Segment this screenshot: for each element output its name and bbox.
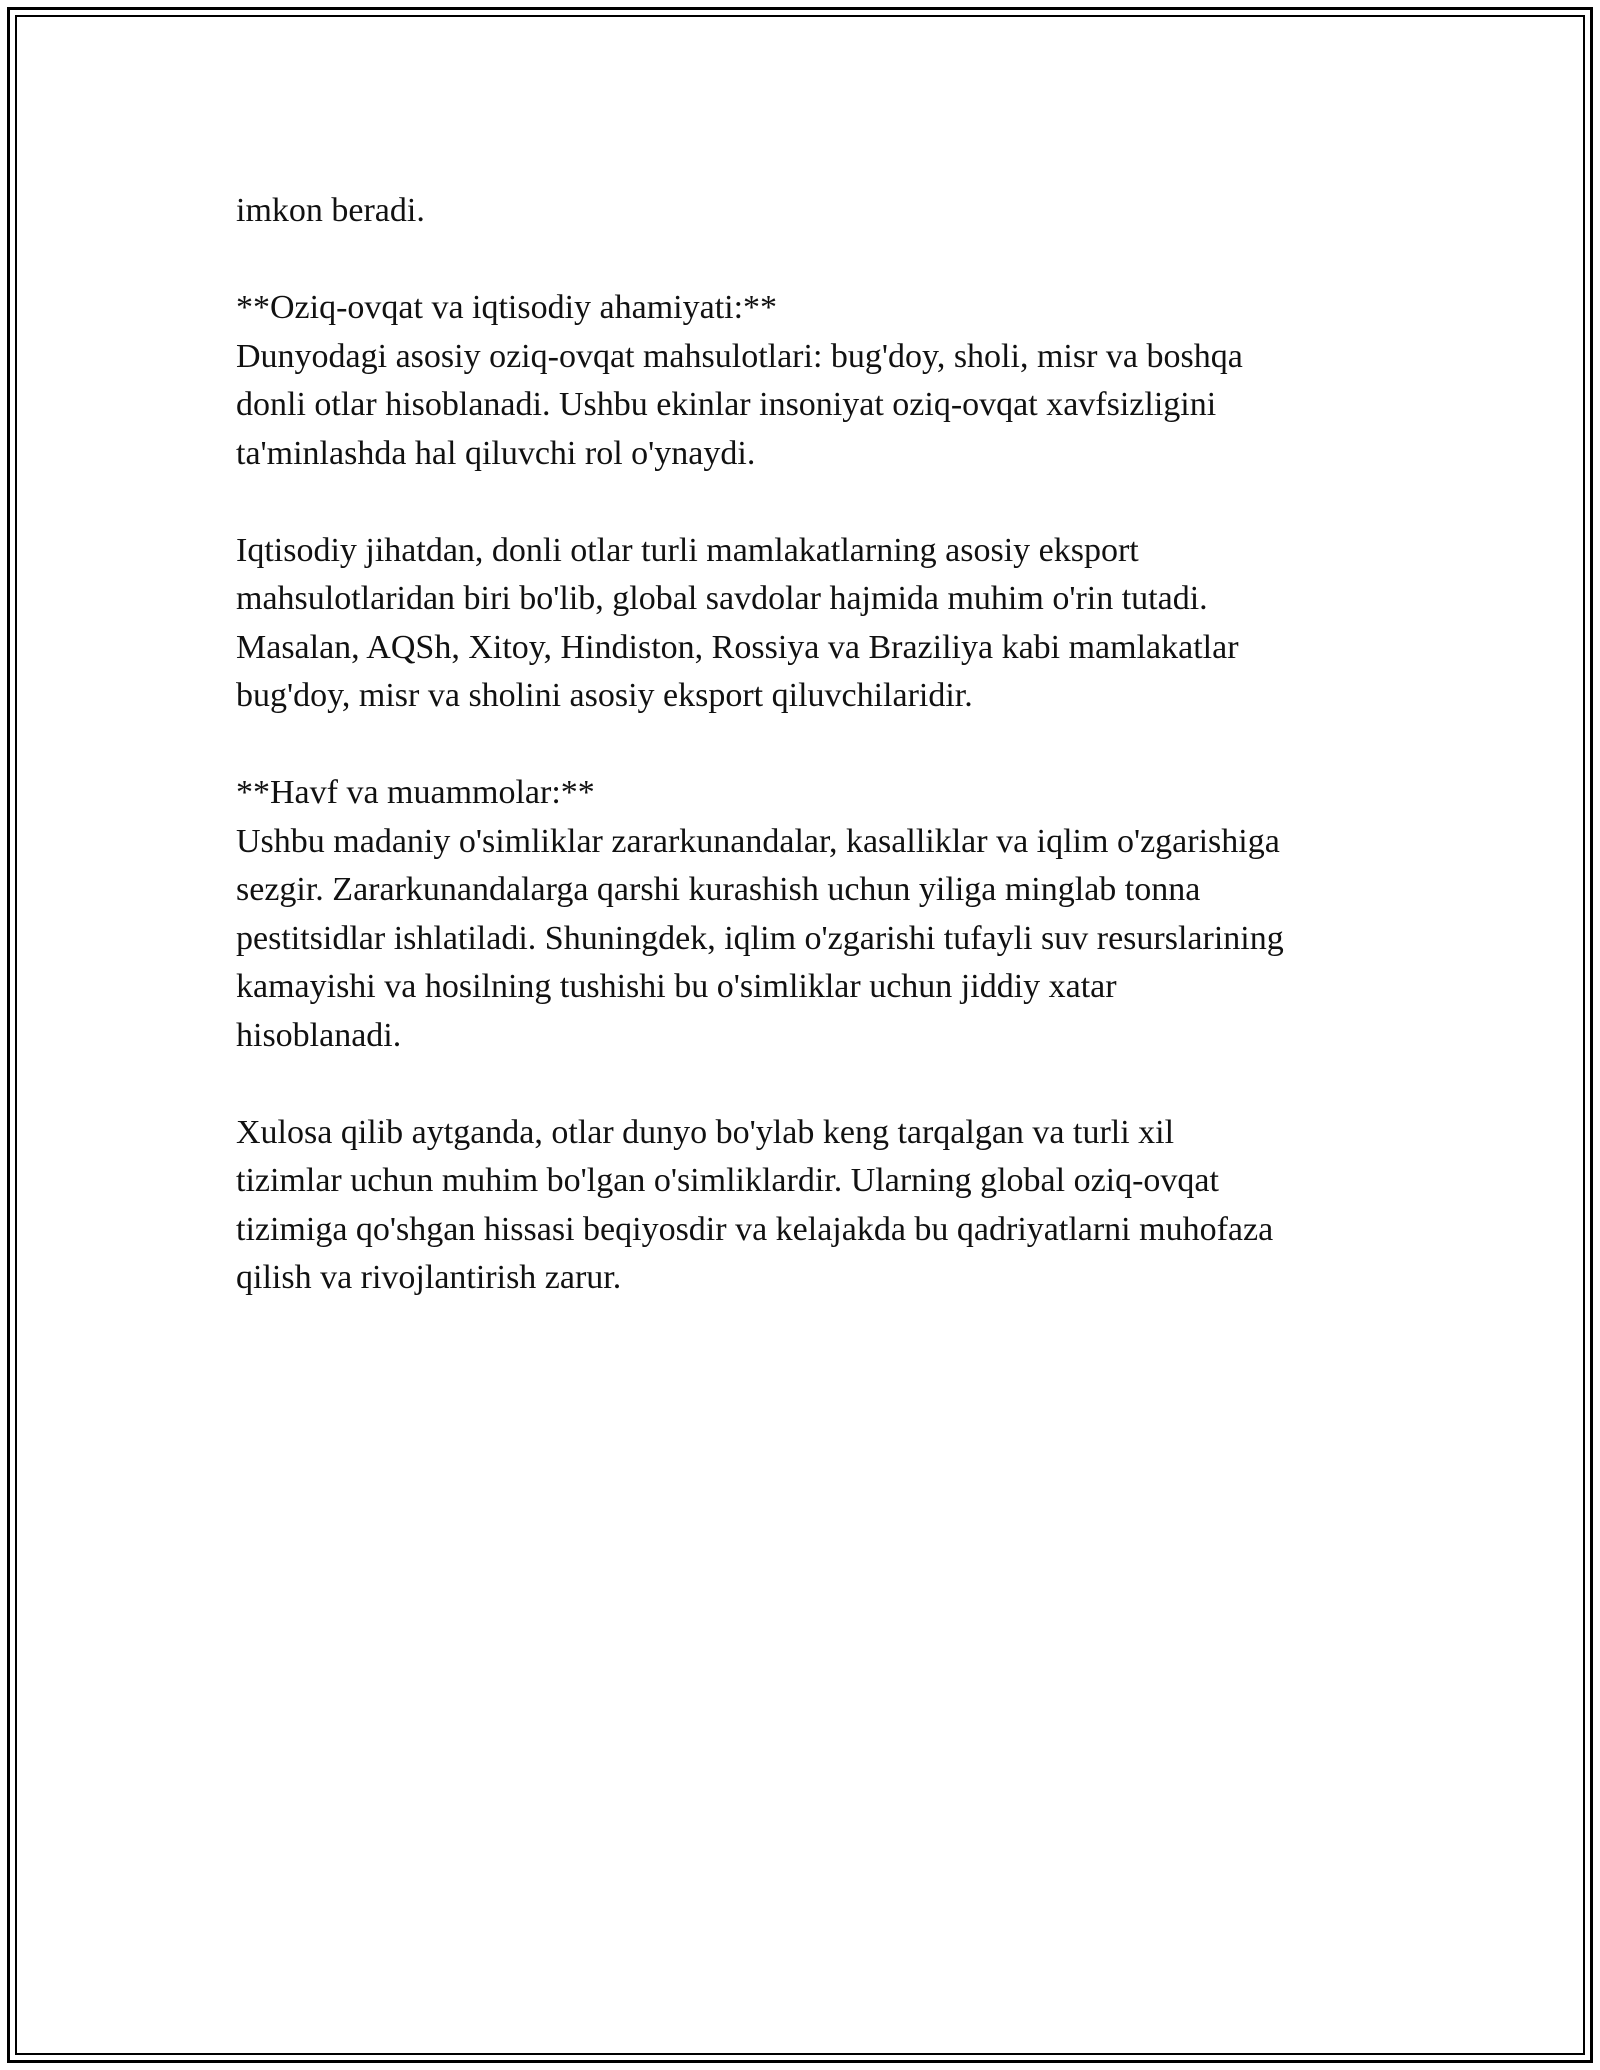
paragraph-risks [236,769,1376,1060]
paragraph-economic [236,527,1376,721]
paragraph-spacer [236,721,1376,770]
text-line: tizimlar uchun muhim bo'lgan o'simliklardir. Ularning global oziq-ovqat [236,1162,1219,1199]
text-line: donli otlar hisoblanadi. Ushbu ekinlar insoniyat oziq-ovqat xavfsizligini [236,386,1217,423]
paragraph-spacer [236,236,1376,285]
paragraph-food-economy [236,284,1376,478]
text-line: hisoblanadi. [236,1016,402,1054]
paragraph-spacer [236,478,1376,527]
paragraph-conclusion [236,1109,1376,1303]
text-line: mahsulotlaridan biri bo'lib, global savdolar hajmida muhim o'rin tutadi. [236,580,1208,617]
text-line: tizimiga qo'shgan hissasi beqiyosdir va kelajakda bu qadriyatlarni muhofaza [236,1210,1274,1248]
text-line: Dunyodagi asosiy oziq-ovqat mahsulotlari: bug'doy, sholi, misr va boshqa [236,337,1243,375]
section-heading: **Havf va muammolar:** [236,774,595,811]
text-line: sezgir. Zararkunandalarga qarshi kurashish uchun yiliga minglab tonna [236,871,1201,908]
text-line: Masalan, AQSh, Xitoy, Hindiston, Rossiya va Braziliya kabi mamlakatlar [236,628,1239,666]
text-line: pestitsidlar ishlatiladi. Shuningdek, iqlim o'zgarishi tufayli suv resurslarining [236,919,1284,957]
text-line: ta'minlashda hal qiluvchi rol o'ynaydi. [236,434,756,472]
text-line: kamayishi va hosilning tushishi bu o'simliklar uchun jiddiy xatar [236,968,1117,1005]
paragraph-continuation [236,187,1376,236]
section-heading: **Oziq-ovqat va iqtisodiy ahamiyati:** [236,289,778,326]
text-line: Ushbu madaniy o'simliklar zararkunandalar, kasalliklar va iqlim o'zgarishiga [236,822,1280,860]
text-line: qilish va rivojlantirish zarur. [236,1259,622,1296]
text-line: bug'doy, misr va sholini asosiy eksport qiluvchilaridir. [236,677,973,714]
text-line: Iqtisodiy jihatdan, donli otlar turli mamlakatlarning asosiy eksport [236,531,1139,569]
text-line: imkon beradi. [236,192,425,229]
paragraph-spacer [236,1060,1376,1109]
document-body [236,187,1376,1303]
text-line: Xulosa qilib aytganda, otlar dunyo bo'ylab keng tarqalgan va turli xil [236,1113,1175,1151]
